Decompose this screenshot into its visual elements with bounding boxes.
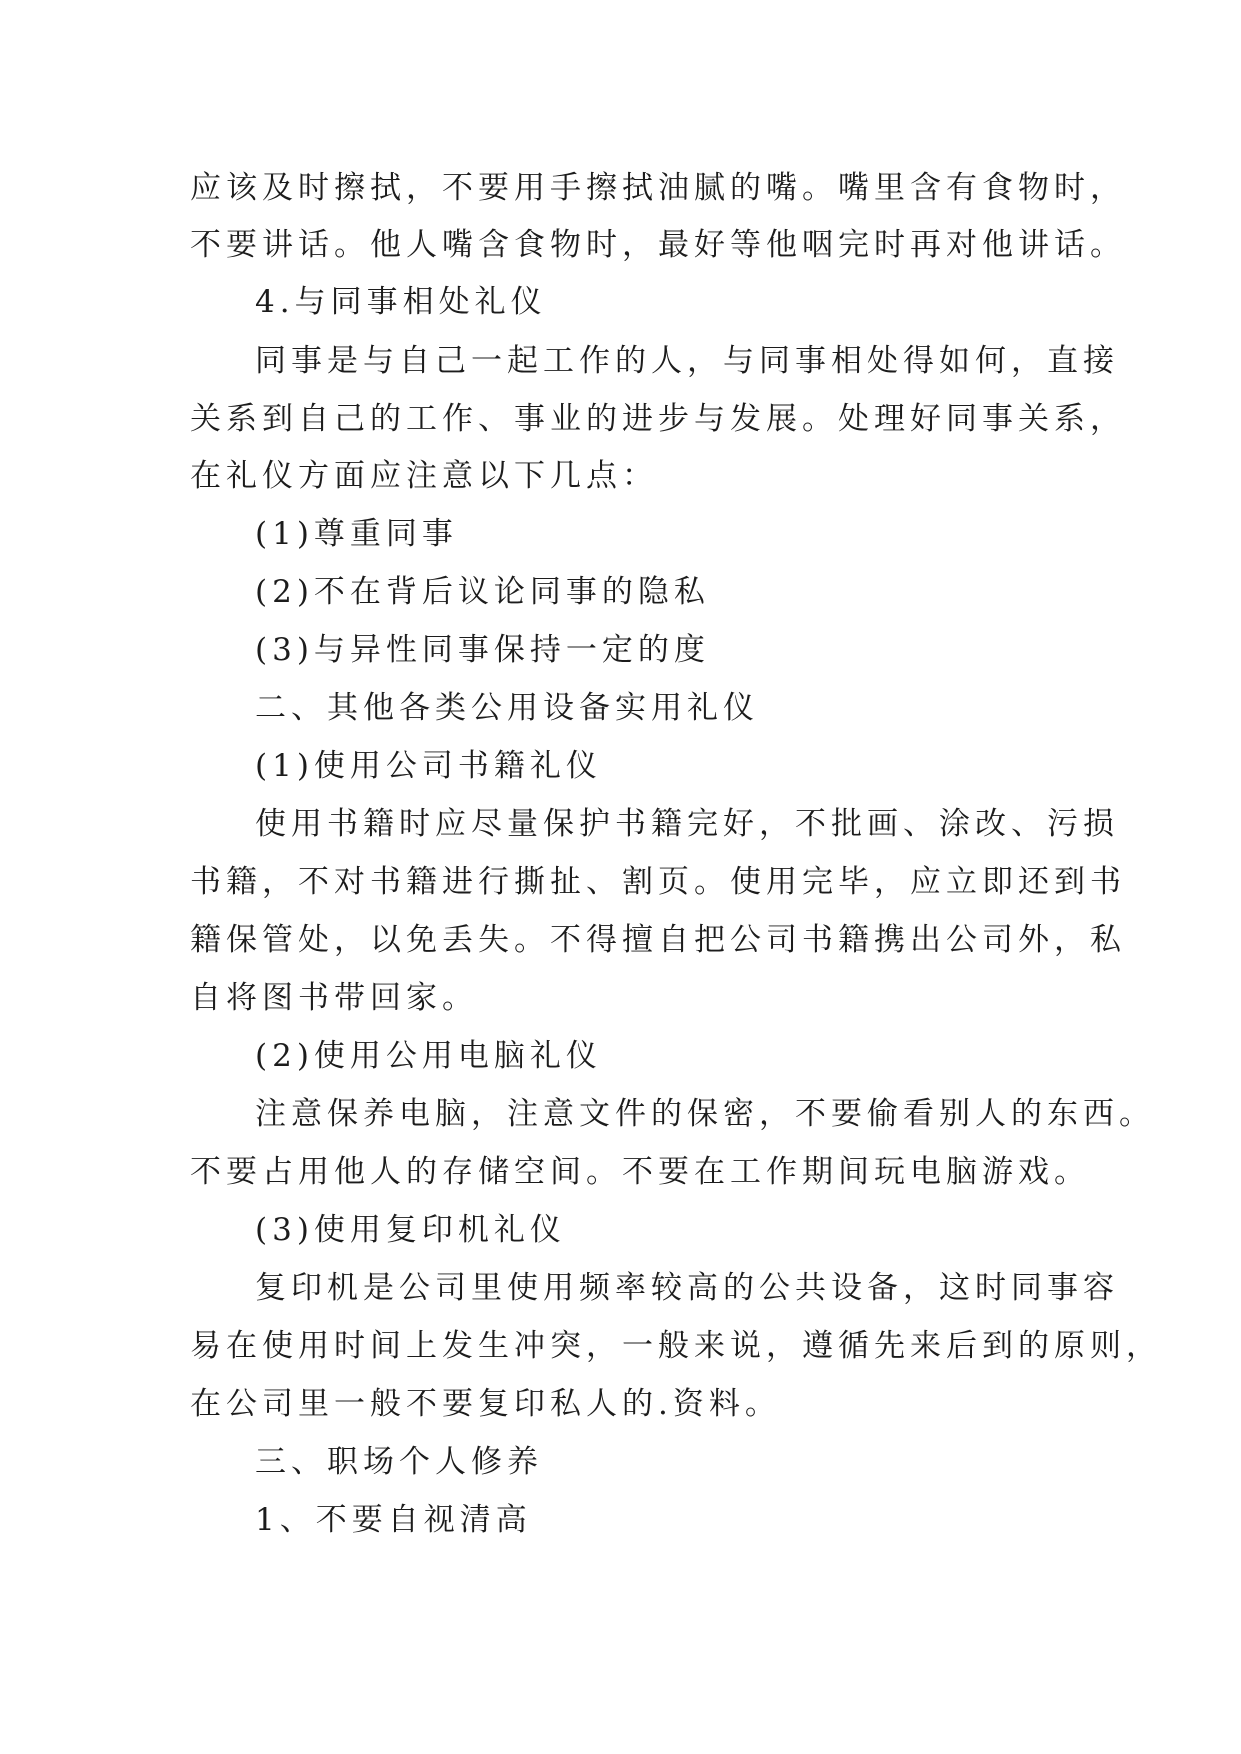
subsection-heading: (3)使用复印机礼仪 (255, 1212, 566, 1248)
paragraph-line: 复印机是公司里使用频率较高的公共设备，这时同事容 (255, 1270, 1119, 1306)
paragraph-line: 不要占用他人的存储空间。不要在工作期间玩电脑游戏。 (190, 1154, 1090, 1190)
subsection-heading: 1、不要自视清高 (255, 1502, 532, 1538)
paragraph-line: 同事是与自己一起工作的人，与同事相处得如何，直接 (255, 343, 1119, 379)
paragraph-line: 在公司里一般不要复印私人的.资料。 (190, 1386, 781, 1422)
list-item: (3)与异性同事保持一定的度 (255, 632, 710, 668)
section-heading: 4.与同事相处礼仪 (255, 284, 547, 320)
list-item: (2)不在背后议论同事的隐私 (255, 574, 710, 610)
list-item: (1)尊重同事 (255, 516, 458, 552)
paragraph-line: 注意保养电脑，注意文件的保密，不要偷看别人的东西。 (255, 1096, 1155, 1132)
paragraph-line: 易在使用时间上发生冲突，一般来说，遵循先来后到的原则， (190, 1328, 1162, 1364)
paragraph-line: 书籍，不对书籍进行撕扯、割页。使用完毕，应立即还到书 (190, 864, 1126, 900)
paragraph-line: 关系到自己的工作、事业的进步与发展。处理好同事关系， (190, 401, 1126, 437)
paragraph-line: 不要讲话。他人嘴含食物时，最好等他咽完时再对他讲话。 (190, 227, 1126, 263)
paragraph-line: 使用书籍时应尽量保护书籍完好，不批画、涂改、污损 (255, 806, 1119, 842)
paragraph-line: 自将图书带回家。 (190, 980, 478, 1016)
section-heading: 二、其他各类公用设备实用礼仪 (255, 690, 759, 726)
section-heading: 三、职场个人修养 (255, 1444, 543, 1480)
subsection-heading: (2)使用公用电脑礼仪 (255, 1038, 602, 1074)
paragraph-line: 在礼仪方面应注意以下几点： (190, 458, 658, 494)
paragraph-line: 应该及时擦拭，不要用手擦拭油腻的嘴。嘴里含有食物时， (190, 170, 1126, 206)
paragraph-line: 籍保管处，以免丢失。不得擅自把公司书籍携出公司外，私 (190, 922, 1126, 958)
subsection-heading: (1)使用公司书籍礼仪 (255, 748, 602, 784)
